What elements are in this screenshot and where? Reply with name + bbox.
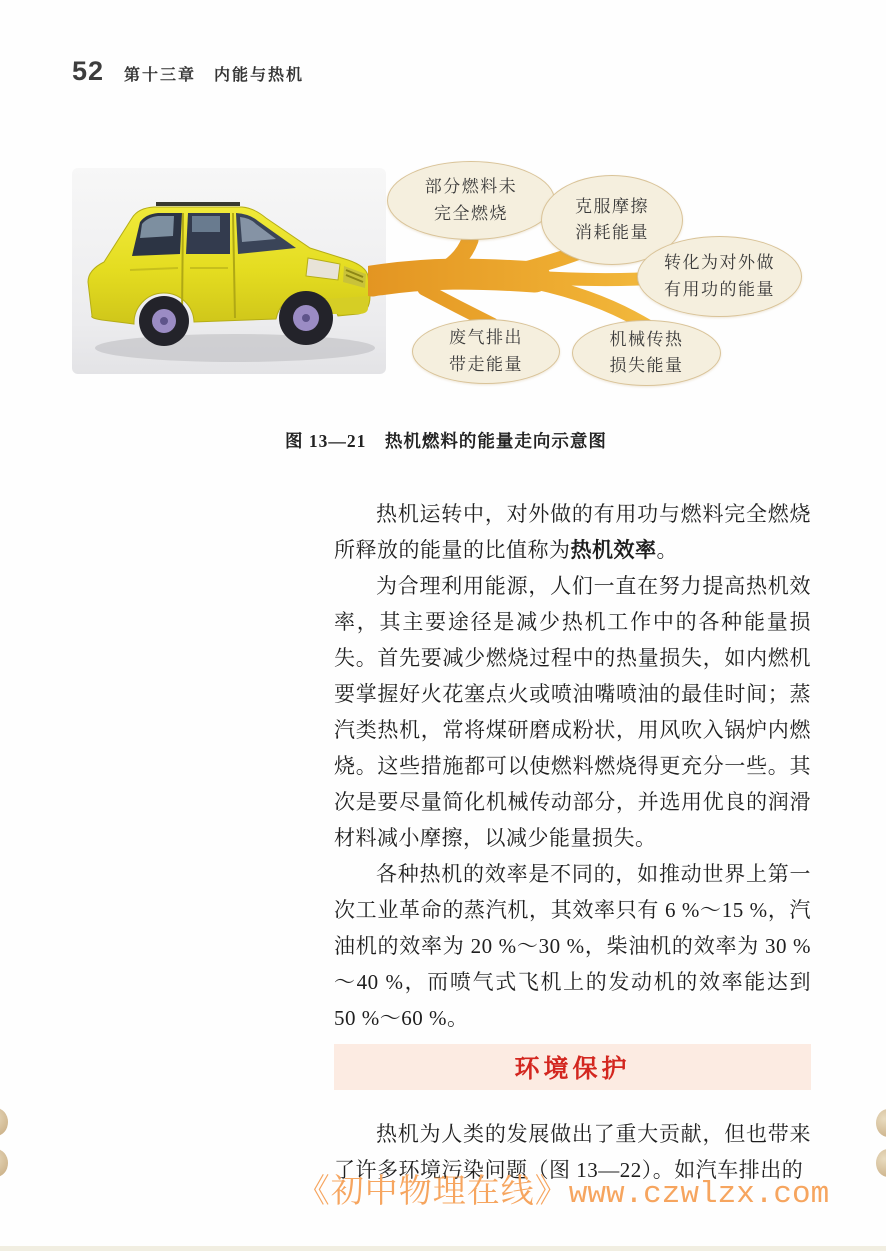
bubble-line: 机械传热 <box>609 329 684 349</box>
bubble-line: 完全燃烧 <box>434 203 508 223</box>
page-header <box>72 56 304 87</box>
section-title: 环境保护 <box>514 1055 631 1083</box>
paragraph-text: 热机运转中，对外做的有用功与燃料完全燃烧所释放的能量的比值称为 <box>334 502 811 562</box>
bubble-line: 有用功的能量 <box>664 279 775 299</box>
binder-sphere-right-top <box>876 1109 886 1137</box>
bubble-useful-work <box>637 236 802 317</box>
keyword-heat-engine-efficiency: 热机效率 <box>570 538 657 562</box>
paragraph-improving-efficiency: 为合理利用能源，人们一直在努力提高热机效率，其主要途径是减少热机工作中的各种能量损失。首先要减少燃烧过程中的热量损失，如内燃机要掌握好火花塞点火或喷油嘴喷油的最佳时间；蒸汽类热机，常将煤研磨成粉状，用风吹入锅炉内燃烧。这些措施都可以使燃料燃烧得更充分一些。其次是要尽量简化机械传动部分，并选用优良的润滑材料减小摩擦，以减少能量损失。 <box>334 574 811 850</box>
car-photo-svg <box>70 166 388 378</box>
bubble-line: 部分燃料未 <box>424 177 518 197</box>
bubble-line: 损失能量 <box>609 356 684 375</box>
section-banner <box>334 1044 811 1090</box>
page-bottom-edge <box>0 1246 886 1251</box>
figure-caption: 图 13—21 热机燃料的能量走向示意图 <box>285 431 607 451</box>
bubble-line: 带走能量 <box>449 354 523 374</box>
watermark-url: www.czwlzx.com <box>568 1177 830 1212</box>
binder-sphere-left-top <box>0 1108 8 1136</box>
bubble-line: 克服摩擦 <box>575 196 649 216</box>
bubble-line: 消耗能量 <box>575 223 649 242</box>
bubble-line: 转化为对外做 <box>664 253 775 273</box>
paragraph-efficiency-definition <box>334 496 811 568</box>
bubble-unburned-fuel <box>387 161 555 240</box>
bubble-line: 废气排出 <box>449 328 523 348</box>
binder-sphere-left-bottom <box>0 1149 8 1177</box>
page-number: 52 <box>72 56 105 86</box>
bubble-exhaust-loss <box>412 319 560 384</box>
bubble-heat-transfer-loss <box>572 320 721 386</box>
chapter-title: 第十三章 内能与热机 <box>124 67 305 84</box>
site-watermark <box>240 1165 886 1212</box>
watermark-name: 《初中物理在线》 <box>296 1174 569 1210</box>
main-text-column <box>334 496 811 1188</box>
paragraph-environment: 热机为人类的发展做出了重大贡献，但也带来了许多环境污染问题（图 13—22）。如汽车排出的 <box>334 1122 811 1182</box>
car-illustration <box>70 166 388 378</box>
paragraph-efficiency-values: 各种热机的效率是不同的，如推动世界上第一次工业革命的蒸汽机，其效率只有 6 %～15 %，汽油机的效率为 20 %～30 %，柴油机的效率为 30 %～40 %，而喷气式飞机上的发动机的效率能达到 50 %～60 %。 <box>334 862 811 1030</box>
paragraph-text: 。 <box>656 538 678 562</box>
